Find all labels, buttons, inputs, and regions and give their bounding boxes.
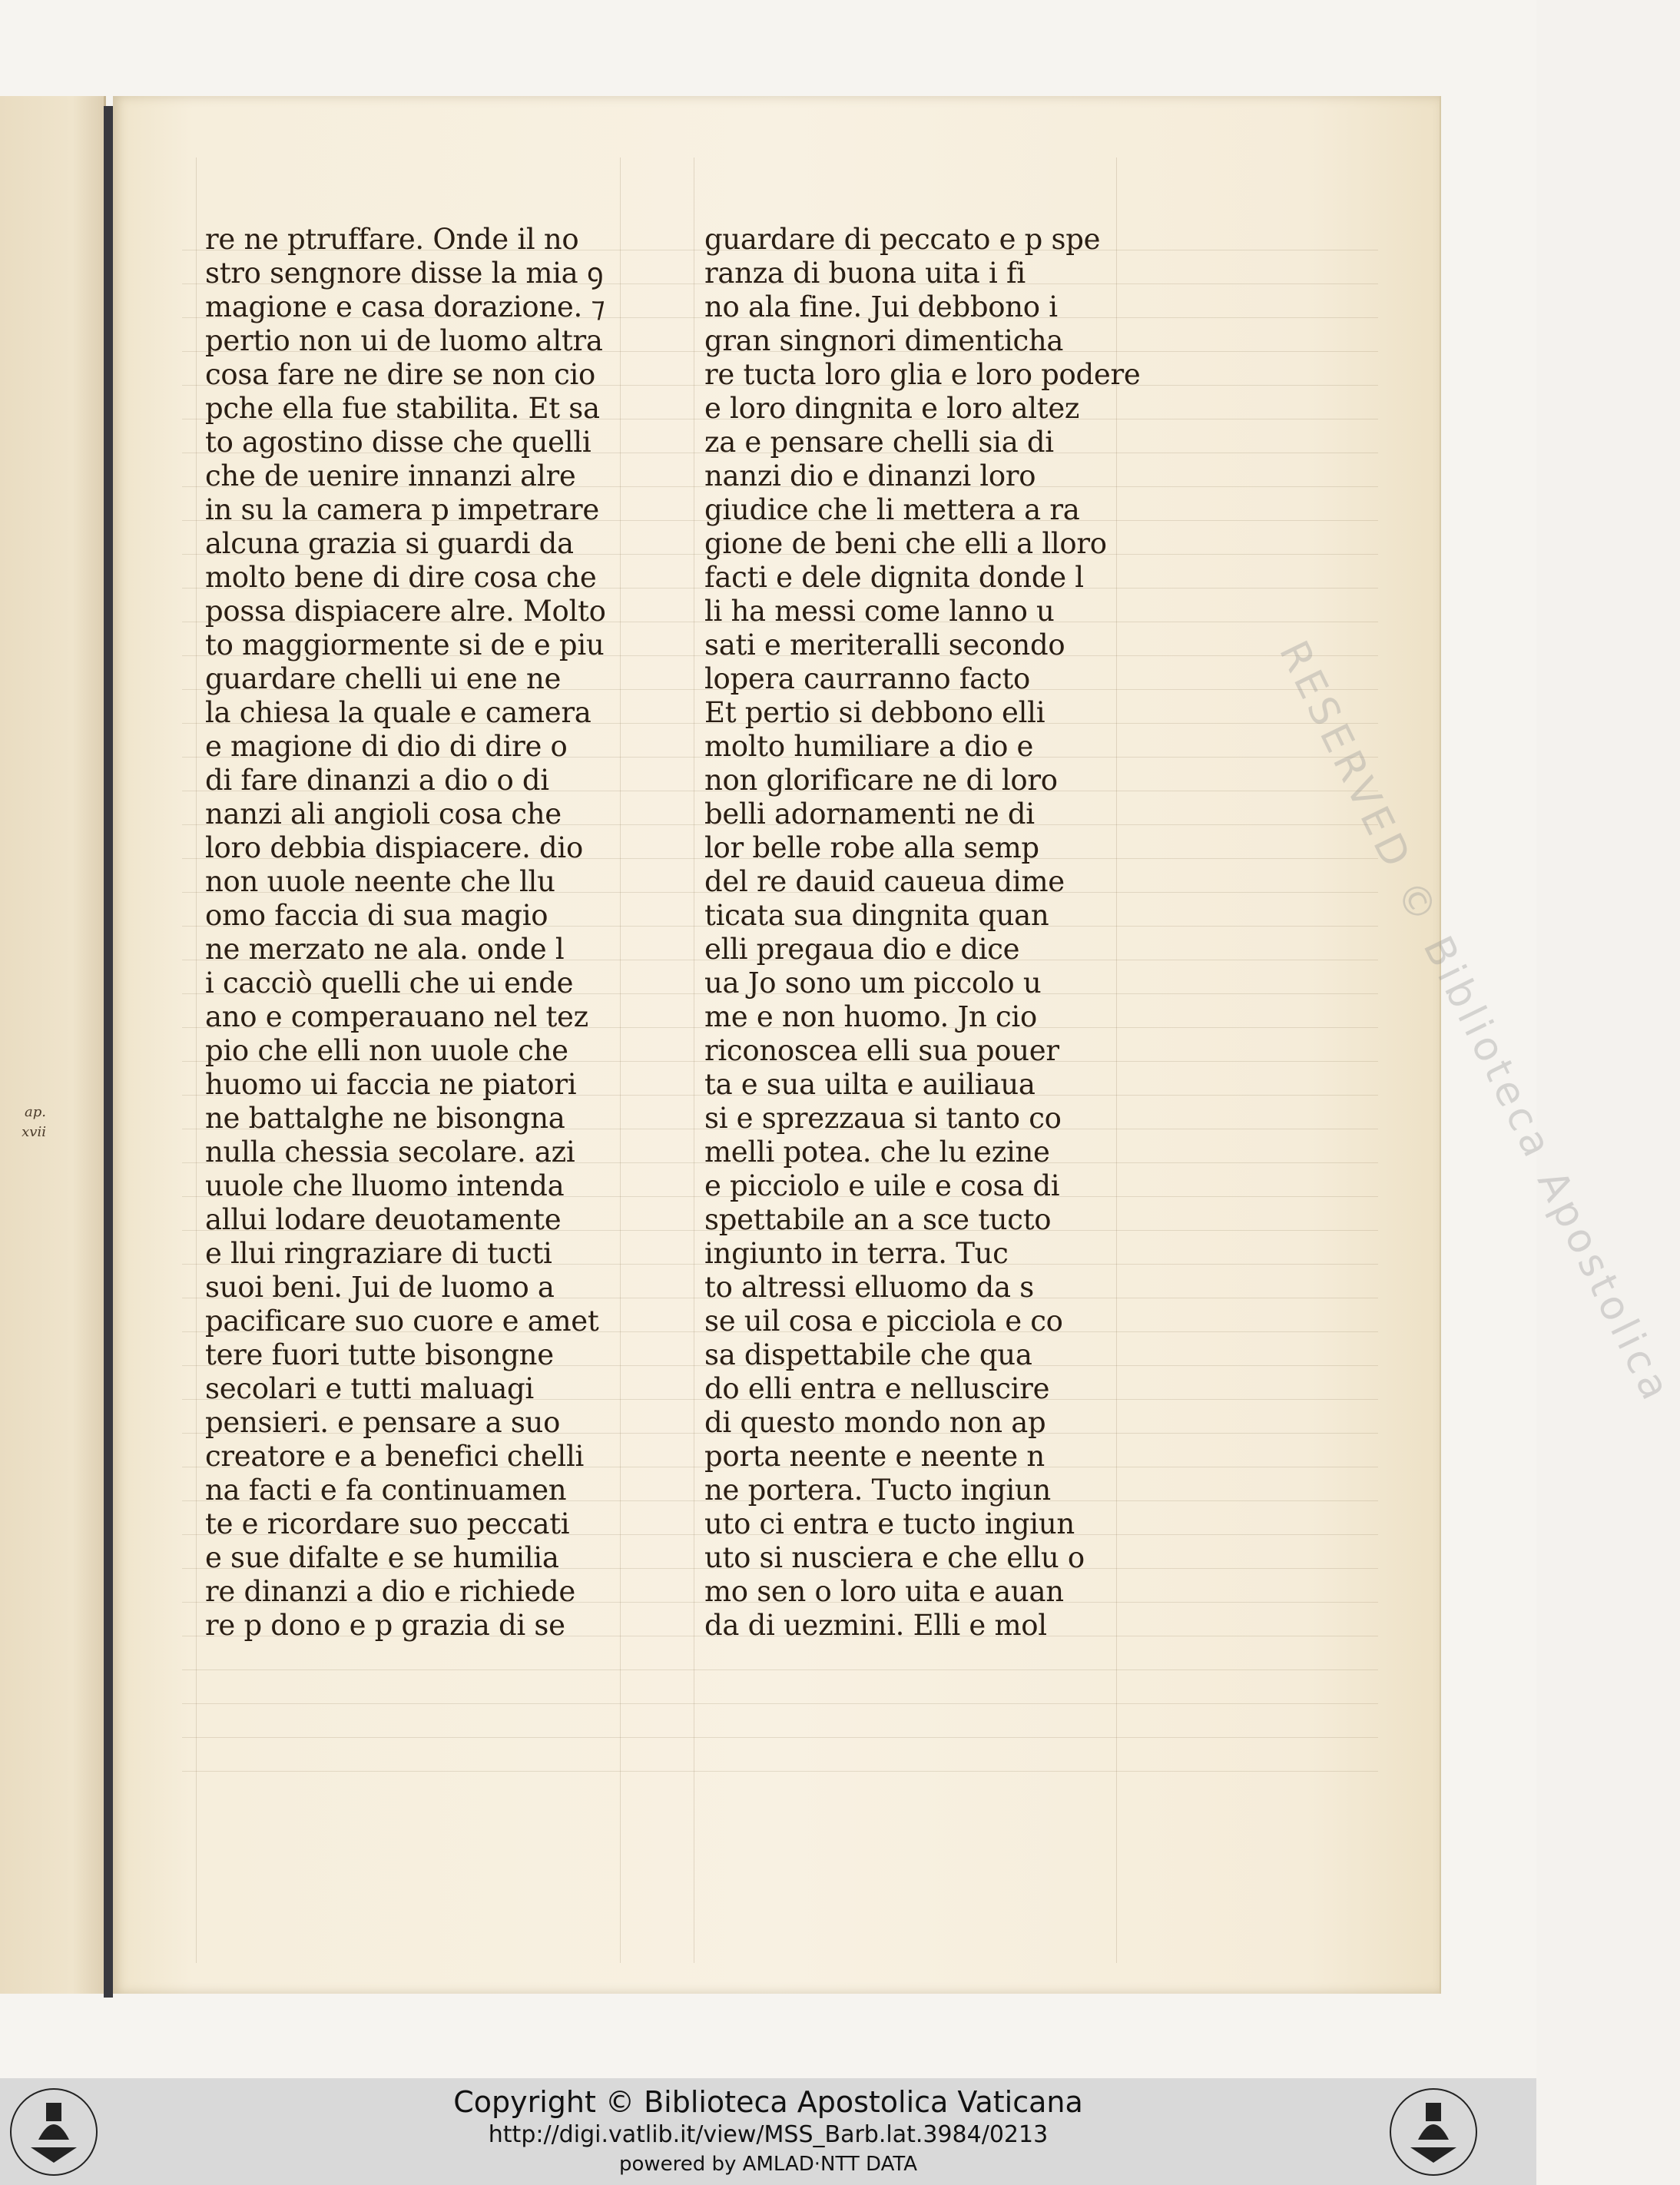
text-column-a [205, 223, 635, 1643]
text-line: to agostino disse che quelli [205, 426, 591, 459]
text-line: ticata sua dingnita quan [704, 899, 1049, 932]
footer-credits [307, 2084, 1229, 2178]
ruling-line [182, 283, 1378, 284]
ruling-line [182, 1534, 1378, 1535]
ruling-line [182, 1737, 1378, 1738]
ruling-line [182, 858, 1378, 859]
text-line: ne battalghe ne bisongna [205, 1102, 565, 1135]
binding-spine [104, 106, 113, 1998]
text-line: stro sengnore disse la mia ꝯ [205, 257, 604, 290]
text-line: do elli entra e nelluscire [704, 1372, 1050, 1405]
ruling-line [182, 1061, 1378, 1062]
ruling-line [182, 1568, 1378, 1569]
ruling-line [182, 689, 1378, 690]
ruling-line [196, 157, 197, 1963]
text-line: magione e casa dorazione. ⁊ [205, 290, 605, 323]
text-line: pacificare suo cuore e amet [205, 1305, 599, 1338]
manuscript-leaf [113, 96, 1680, 1994]
text-line: ingiunto in terra. Tuc [704, 1237, 1009, 1270]
text-line: guardare chelli ui ene ne [205, 662, 562, 695]
text-line: molto humiliare a dio e [704, 730, 1034, 763]
margin-note: ap. [25, 1104, 46, 1120]
ruling-line [182, 723, 1378, 724]
text-line: giudice che li mettera a ra [704, 493, 1080, 526]
margin-notes [0, 1102, 46, 1142]
ruling-line [182, 1669, 1378, 1670]
text-line: no ala fine. Jui debbono i [704, 290, 1058, 323]
text-line: huomo ui faccia ne piatori [205, 1068, 577, 1101]
facing-page-edge [0, 96, 106, 1994]
ruling-line [182, 385, 1378, 386]
vatican-library-seal-icon [1387, 2086, 1480, 2178]
text-line: e loro dingnita e loro altez [704, 392, 1080, 425]
text-line: re dinanzi a dio e richiede [205, 1575, 575, 1608]
text-line: uuole che lluomo intenda [205, 1169, 565, 1202]
text-column-b [704, 223, 1150, 1643]
text-line: in su la camera p impetrare [205, 493, 599, 526]
ruling-line [182, 1264, 1378, 1265]
text-line: del re dauid caueua dime [704, 865, 1065, 898]
ruling-line [182, 1399, 1378, 1400]
text-line: ta e sua uilta e auiliaua [704, 1068, 1036, 1101]
ruling-line [182, 1331, 1378, 1332]
ruling-line [182, 588, 1378, 589]
text-line: pertio non ui de luomo altra [205, 324, 603, 357]
ruling-line [182, 554, 1378, 555]
text-line: uto si nusciera e che ellu o [704, 1541, 1085, 1574]
ruling-line [182, 757, 1378, 758]
text-line: molto bene di dire cosa che [205, 561, 597, 594]
ruling-line [182, 1365, 1378, 1366]
ruling-line [182, 1703, 1378, 1704]
ruling-line [182, 993, 1378, 994]
ruling-line [182, 520, 1378, 521]
vatican-library-seal-icon [8, 2086, 100, 2178]
text-line: mo sen o loro uita e auan [704, 1575, 1064, 1608]
text-line: nulla chessia secolare. azi [205, 1136, 575, 1169]
text-line: re p dono e p grazia di se [205, 1609, 565, 1642]
ruling-line [182, 655, 1378, 656]
text-line: elli pregaua dio e dice [704, 933, 1020, 966]
text-line: to maggiormente si de e piu [205, 628, 605, 661]
ruling-line [182, 1196, 1378, 1197]
text-line: to altressi elluomo da s [704, 1271, 1034, 1304]
text-line: creatore e a benefici chelli [205, 1440, 585, 1473]
text-line: riconoscea elli sua pouer [704, 1034, 1059, 1067]
document-url[interactable]: http://digi.vatlib.it/view/MSS_Barb.lat.3984/0213 [488, 2121, 1049, 2148]
text-line: pio che elli non uuole che [205, 1034, 568, 1067]
text-line: da di uezmini. Elli e mol [704, 1609, 1047, 1642]
text-line: re tucta loro glia e loro podere [704, 358, 1141, 391]
text-line: che de uenire innanzi alre [205, 459, 576, 492]
text-line: re ne ptruffare. Onde il no [205, 223, 579, 256]
text-line: non uuole neente che llu [205, 865, 555, 898]
text-line: si e sprezzaua si tanto co [704, 1102, 1062, 1135]
text-line: Et pertio si debbono elli [704, 696, 1045, 729]
text-line: lopera caurranno facto [704, 662, 1030, 695]
text-line: ua Jo sono um piccolo u [704, 967, 1042, 1000]
text-line: nanzi dio e dinanzi loro [704, 459, 1036, 492]
ruling-line [182, 1433, 1378, 1434]
text-line: tere fuori tutte bisongne [205, 1338, 554, 1371]
ruling-line [182, 1162, 1378, 1163]
text-line: loro debbia dispiacere. dio [205, 831, 583, 864]
footer-bar [0, 2078, 1536, 2185]
text-line: lor belle robe alla semp [704, 831, 1039, 864]
text-line: pensieri. e pensare a suo [205, 1406, 561, 1439]
text-line: za e pensare chelli sia di [704, 426, 1054, 459]
text-line: melli potea. che lu ezine [704, 1136, 1050, 1169]
text-line: gran singnori dimenticha [704, 324, 1064, 357]
copyright-text: Copyright © Biblioteca Apostolica Vaticana [453, 2085, 1083, 2119]
text-line: suoi beni. Jui de luomo a [205, 1271, 555, 1304]
margin-note: xvii [22, 1124, 46, 1140]
text-line: porta neente e neente n [704, 1440, 1045, 1473]
text-line: cosa fare ne dire se non cio [205, 358, 596, 391]
ruling-line [182, 892, 1378, 893]
text-line: secolari e tutti maluagi [205, 1372, 534, 1405]
text-line: e sue difalte e se humilia [205, 1541, 559, 1574]
text-line: alcuna grazia si guardi da [205, 527, 574, 560]
text-line: la chiesa la quale e camera [205, 696, 591, 729]
ruling-line [182, 317, 1378, 318]
ruling-line [182, 926, 1378, 927]
ruling-line [182, 1500, 1378, 1501]
text-line: te e ricordare suo peccati [205, 1507, 570, 1540]
text-line: di questo mondo non ap [704, 1406, 1046, 1439]
text-line: sa dispettabile che qua [704, 1338, 1032, 1371]
text-line: ranza di buona uita i fi [704, 257, 1026, 290]
text-line: na facti e fa continuamen [205, 1474, 567, 1507]
text-line: facti e dele dignita donde l [704, 561, 1084, 594]
text-line: i cacciò quelli che ui ende [205, 967, 574, 1000]
ruling-line [182, 351, 1378, 352]
ruling-line [182, 824, 1378, 825]
ruling-line [182, 1027, 1378, 1028]
text-line: belli adornamenti ne di [704, 797, 1035, 831]
text-line: guardare di peccato e p spe [704, 223, 1101, 256]
text-line: e picciolo e uile e cosa di [704, 1169, 1060, 1202]
text-line: ano e comperauano nel tez [205, 1000, 588, 1033]
ruling-line [182, 1602, 1378, 1603]
text-line: nanzi ali angioli cosa che [205, 797, 562, 831]
text-line: e magione di dio di dire o [205, 730, 568, 763]
text-line: ne merzato ne ala. onde l [205, 933, 565, 966]
text-line: li ha messi come lanno u [704, 595, 1055, 628]
watermark: RESERVED © Biblioteca Apostolica [1270, 634, 1680, 1411]
text-line: di fare dinanzi a dio o di [205, 764, 549, 797]
text-line: uto ci entra e tucto ingiun [704, 1507, 1075, 1540]
text-line: ne portera. Tucto ingiun [704, 1474, 1051, 1507]
text-line: allui lodare deuotamente [205, 1203, 562, 1236]
text-line: e llui ringraziare di tucti [205, 1237, 552, 1270]
text-line: gione de beni che elli a lloro [704, 527, 1107, 560]
text-line: non glorificare ne di loro [704, 764, 1058, 797]
ruling-line [182, 1095, 1378, 1096]
text-line: spettabile an a sce tucto [704, 1203, 1052, 1236]
text-line: omo faccia di sua magio [205, 899, 548, 932]
powered-by-text: powered by AMLAD·NTT DATA [618, 2153, 918, 2176]
text-line: me e non huomo. Jn cio [704, 1000, 1037, 1033]
ruling-line [182, 1771, 1378, 1772]
ruling-line [182, 486, 1378, 487]
text-line: possa dispiacere alre. Molto [205, 595, 606, 628]
text-line: se uil cosa e picciola e co [704, 1305, 1063, 1338]
ruling-line [182, 1230, 1378, 1231]
text-line: pche ella fue stabilita. Et sa [205, 392, 600, 425]
text-line: sati e meriteralli secondo [704, 628, 1065, 661]
